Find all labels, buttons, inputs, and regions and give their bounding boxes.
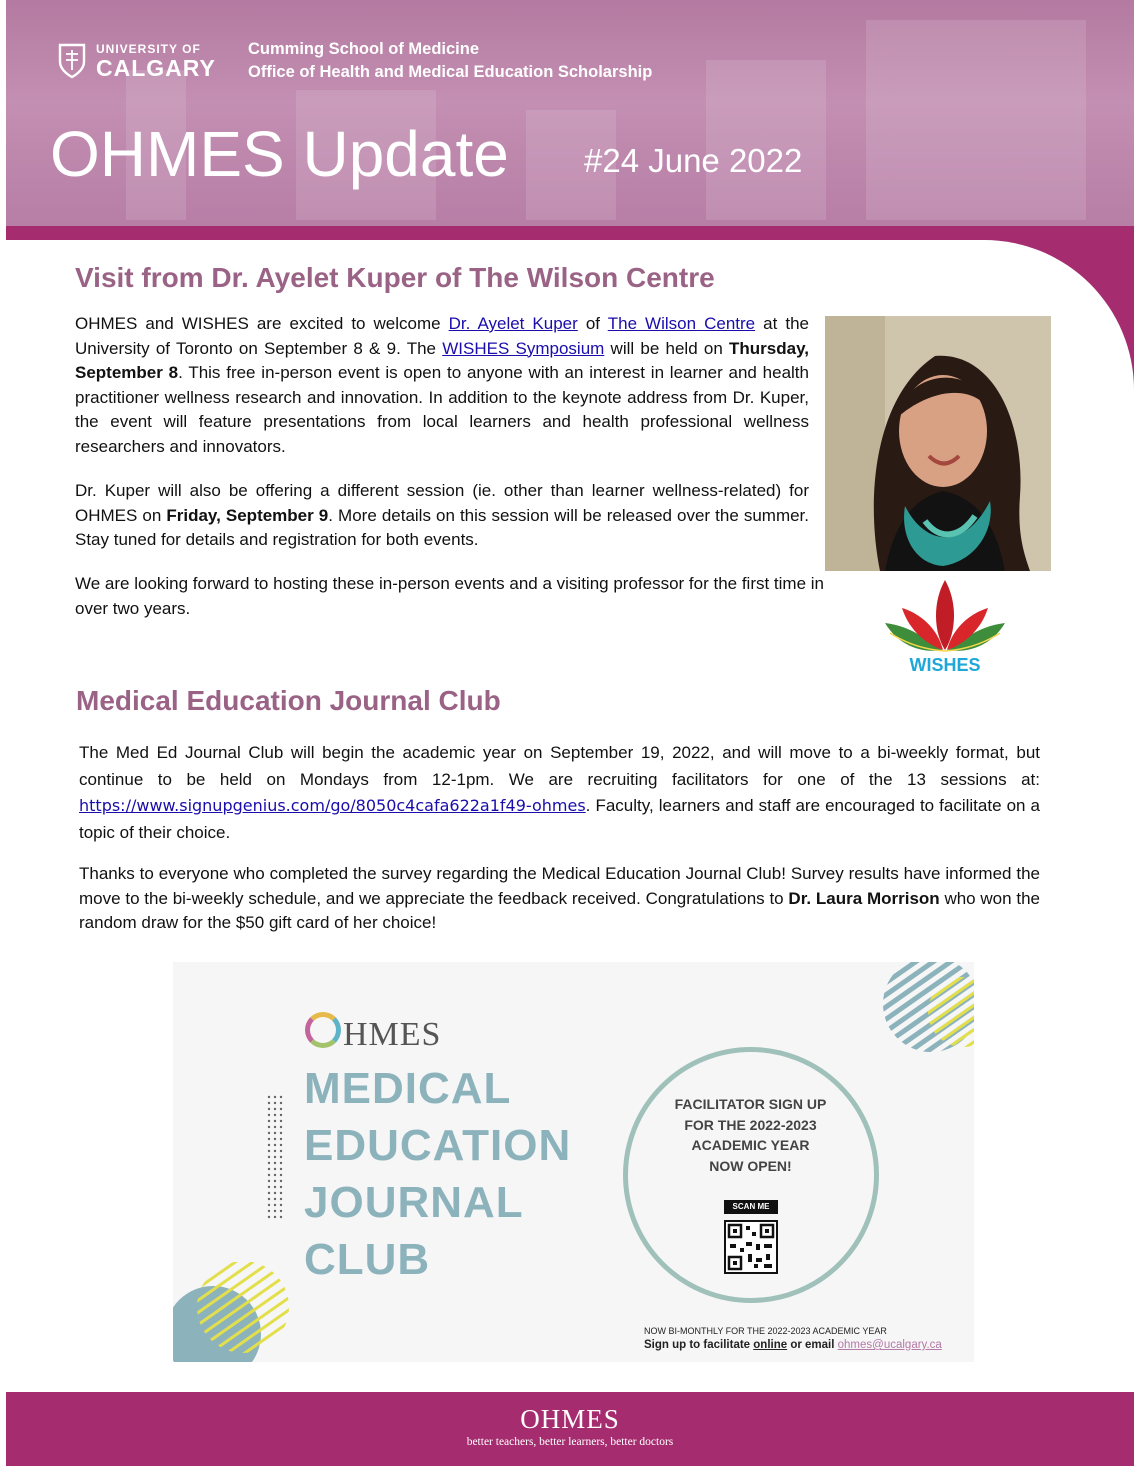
text: Dr. Kuper will also be offering a different session (ie. other than learner wellness-related) for OHMES on (75, 481, 809, 525)
circle-text-line: NOW OPEN! (709, 1157, 792, 1174)
link-email[interactable]: ohmes@ucalgary.ca (837, 1339, 942, 1351)
text: at the University of Toronto on September 8 & 9. The (75, 314, 809, 358)
issue-number: #24 June 2022 (584, 142, 803, 179)
page-title: OHMES Update (50, 118, 509, 190)
logo-text: HMES (343, 1016, 442, 1053)
ohmes-poster-logo (305, 1012, 441, 1054)
striped-circle-decoration (873, 962, 974, 1062)
bold-date: Friday, September 9 (166, 505, 329, 525)
qr-code-icon (726, 1222, 776, 1272)
background-building (706, 60, 826, 220)
portrait-image (825, 316, 1051, 571)
journal-paragraph-2 (79, 862, 1040, 936)
footer-tagline: better teachers, better learners, better doctors (466, 1436, 674, 1448)
footer-logo: OHMES (520, 1404, 620, 1434)
link-online[interactable]: online (753, 1339, 788, 1351)
poster-title-line3: JOURNAL (304, 1178, 524, 1227)
school-name (248, 38, 652, 84)
link-wishes-symposium[interactable]: WISHES Symposium (442, 338, 605, 358)
circle-text-line: ACADEMIC YEAR (691, 1137, 810, 1153)
portrait-photo (825, 316, 1051, 571)
poster-signup-line (644, 1339, 942, 1351)
journal-club-poster (173, 962, 974, 1362)
text: Thanks to everyone who completed the survey regarding the Medical Education Journal Club! Survey results have informed the move to the bi-weekly schedule, and we appreciate the feedback received. Congratulations to (79, 864, 1040, 908)
text: The Med Ed Journal Club will begin the academic year on September 19, 2022, and will move to a bi-weekly format, but continue to be held on Mondays from 12-1pm. We are recruiting facilitators for one of the 13 sessions at: (79, 743, 1040, 789)
shield-icon (58, 42, 86, 80)
text: will be held on (604, 338, 730, 358)
circle-text-line: FACILITATOR SIGN UP (674, 1096, 827, 1112)
text: . Faculty, learners and staff are encouraged to facilitate on a topic of their choice. (79, 796, 1040, 842)
text: . More details on this session will be released over the summer. Stay tuned for details and registration for both events. (75, 505, 810, 549)
poster-footer-note: NOW BI-MONTHLY FOR THE 2022-2023 ACADEMIC YEAR (644, 1326, 887, 1336)
header-banner (6, 0, 1134, 226)
bold-name: Dr. Laura Morrison (788, 888, 940, 908)
section-heading-journal-club: Medical Education Journal Club (76, 685, 501, 716)
poster-title-line2: EDUCATION (304, 1121, 572, 1170)
scan-me-label: SCAN ME (724, 1200, 778, 1214)
section-heading-kuper: Visit from Dr. Ayelet Kuper of The Wilson Centre (75, 262, 715, 293)
poster-circle-text (643, 1094, 858, 1176)
ring-logo-icon (305, 1012, 341, 1048)
kuper-paragraph-2 (75, 479, 809, 553)
background-building (866, 20, 1086, 220)
text: Sign up to facilitate (644, 1339, 754, 1351)
qr-code[interactable] (724, 1220, 778, 1274)
link-wilson-centre[interactable]: The Wilson Centre (607, 314, 756, 333)
text: of (577, 314, 608, 333)
school-line2: Office of Health and Medical Education Scholarship (248, 63, 653, 81)
bold-date: Thursday, September 8 (75, 338, 809, 382)
text: or email (787, 1339, 838, 1351)
kuper-paragraph-3: We are looking forward to hosting these in-person events and a visiting professor for the first time in over two years. (75, 574, 825, 618)
school-line1: Cumming School of Medicine (248, 40, 480, 58)
text: who won the random draw for the $50 gift card of her choice! (79, 888, 1040, 932)
wishes-logo-text: WISHES (909, 655, 981, 675)
poster-title-line4: CLUB (304, 1235, 431, 1284)
striped-circle-decoration (173, 1262, 303, 1362)
poster-title-line1: MEDICAL (304, 1064, 512, 1113)
university-line1: UNIVERSITY OF (96, 41, 201, 56)
dot-grid-decoration (266, 1094, 288, 1224)
link-ayelet-kuper[interactable]: Dr. Ayelet Kuper (448, 314, 578, 333)
university-logo (58, 42, 216, 80)
university-line2: CALGARY (96, 54, 216, 81)
text: OHMES and WISHES are excited to welcome (75, 314, 449, 333)
journal-paragraph-1 (79, 740, 1040, 846)
link-signup-genius[interactable]: https://www.signupgenius.com/go/8050c4cafa622a1f49-ohmes (79, 796, 586, 815)
text: . This free in-person event is open to anyone with an interest in learner and health practitioner wellness research and innovation. In addition to the keynote address from Dr. Kuper, the event will feature presentations from local learners and health professional wellness researchers and innovators. (75, 363, 809, 456)
circle-text-line: FOR THE 2022-2023 (684, 1116, 817, 1133)
kuper-paragraph-1 (75, 312, 809, 459)
